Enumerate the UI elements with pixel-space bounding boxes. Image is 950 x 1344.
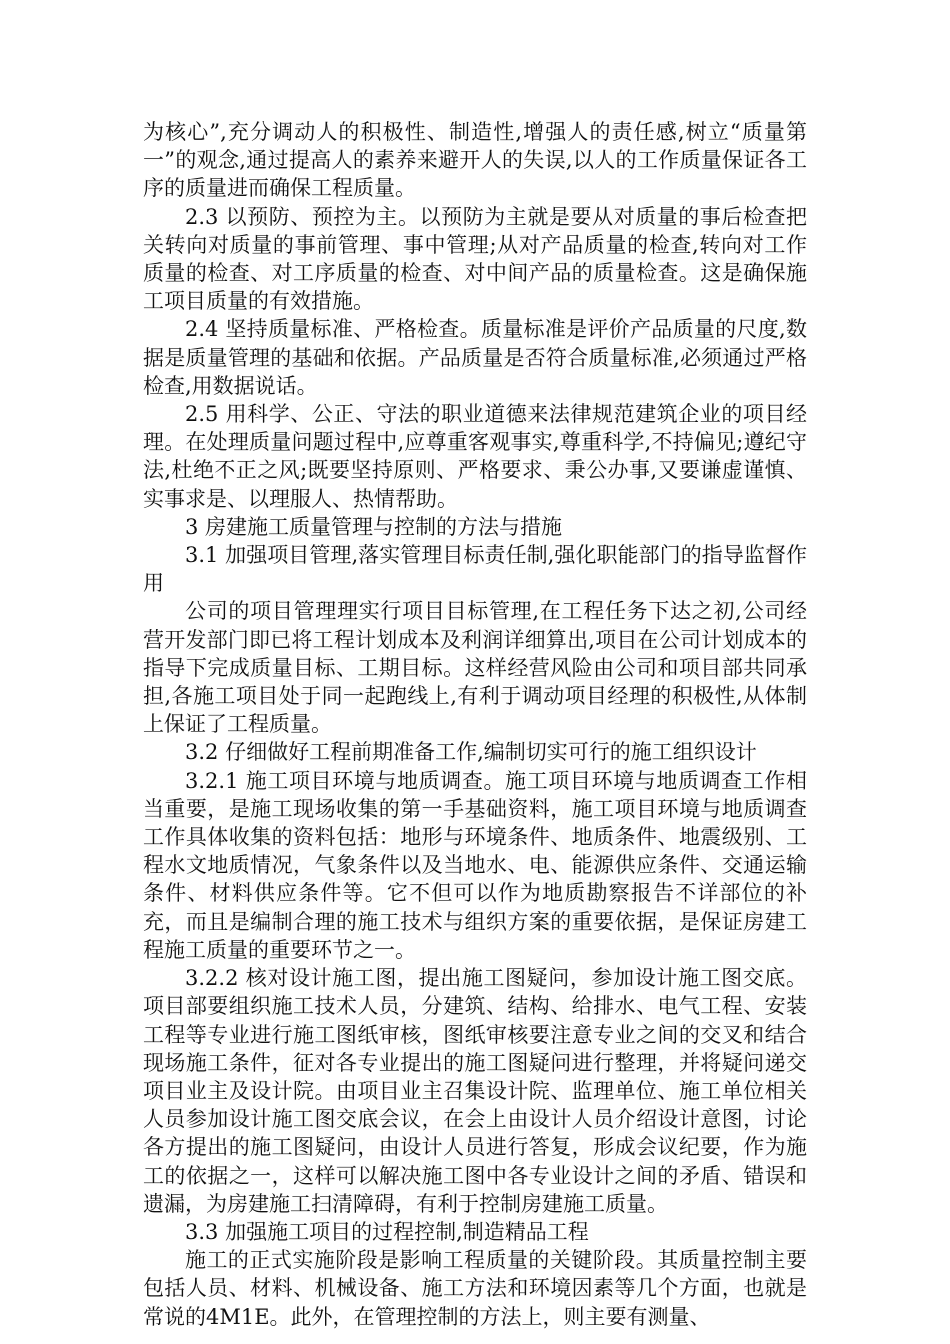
paragraph-3-1-body: 公司的项目管理理实行项目目标管理,在工程任务下达之初,公司经营开发部门即已将工程计划成本及利润详细算出,项目在公司计划成本的指导下完成质量目标、工期目标。这样经营风险由公司和项目部共同承担,各施工项目处于同一起跑线上,有利于调动项目经理的积极性,从体制上保证了工程质量。 — [143, 599, 807, 737]
paragraph-2-5: 2.5 用科学、公正、守法的职业道德来法律规范建筑企业的项目经理。在处理质量问题过程中,应尊重客观事实,尊重科学,不持偏见;遵纪守法,杜绝不正之风;既要坚持原则、严格要求、秉公办事,又要谦虚谨慎、实事求是、以理服人、热情帮助。 — [143, 402, 807, 511]
section-heading-3: 3 房建施工质量管理与控制的方法与措施 — [185, 514, 563, 539]
paragraph-3-2-1: 3.2.1 施工项目环境与地质调查。施工项目环境与地质调查工作相当重要，是施工现场收集的第一手基础资料，施工项目环境与地质调查工作具体收集的资料包括：地形与环境条件、地质条件、地震级别、工程水文地质情况，气象条件以及当地水、电、能源供应条件、交通运输条件、材料供应条件等。它不但可以作为地质勘察报告不详部位的补充，而且是编制合理的施工技术与组织方案的重要依据，是保证房建工程施工质量的重要环节之一。 — [143, 768, 807, 962]
paragraph-3-2-2: 3.2.2 核对设计施工图，提出施工图疑问，参加设计施工图交底。项目部要组织施工技术人员，分建筑、结构、给排水、电气工程、安装工程等专业进行施工图纸审核，图纸审核要注意专业之间的交叉和结合现场施工条件，征对各专业提出的施工图疑问进行整理，并将疑问递交项目业主及设计院。由项目业主召集设计院、监理单位、施工单位相关人员参加设计施工图交底会议，在会上由设计人员介绍设计意图，讨论各方提出的施工图疑问，由设计人员进行答复，形成会议纪要，作为施工的依据之一，这样可以解决施工图中各专业设计之间的矛盾、错误和遗漏，为房建施工扫清障碍，有利于控制房建施工质量。 — [143, 966, 807, 1216]
paragraph-3-3-body: 施工的正式实施阶段是影响工程质量的关键阶段。其质量控制主要包括人员、材料、机械设备、施工方法和环境因素等几个方面，也就是常说的4M1E。此外，在管理控制的方法上，则主要有测量、 — [143, 1248, 807, 1329]
document-page — [143, 118, 807, 1331]
paragraph-intro-continuation: 为核心”,充分调动人的积极性、制造性,增强人的责任感,树立“质量第一”的观念,通过提高人的素养来避开人的失误,以人的工作质量保证各工序的质量进而确保工程质量。 — [143, 120, 807, 201]
paragraph-2-3: 2.3 以预防、预控为主。以预防为主就是要从对质量的事后检查把关转向对质量的事前管理、事中管理;从对产品质量的检查,转向对工作质量的检查、对工序质量的检查、对中间产品的质量检查。这是确保施工项目质量的有效措施。 — [143, 204, 807, 314]
subsection-heading-3-2: 3.2 仔细做好工程前期准备工作,编制切实可行的施工组织设计 — [185, 740, 757, 765]
paragraph-2-4: 2.4 坚持质量标准、严格检查。质量标准是评价产品质量的尺度,数据是质量管理的基础和依据。产品质量是否符合质量标准,必须通过严格检查,用数据说话。 — [143, 317, 807, 398]
subsection-heading-3-3: 3.3 加强施工项目的过程控制,制造精品工程 — [185, 1219, 589, 1244]
subsection-heading-3-1: 3.1 加强项目管理,落实管理目标责任制,强化职能部门的指导监督作用 — [143, 543, 807, 596]
